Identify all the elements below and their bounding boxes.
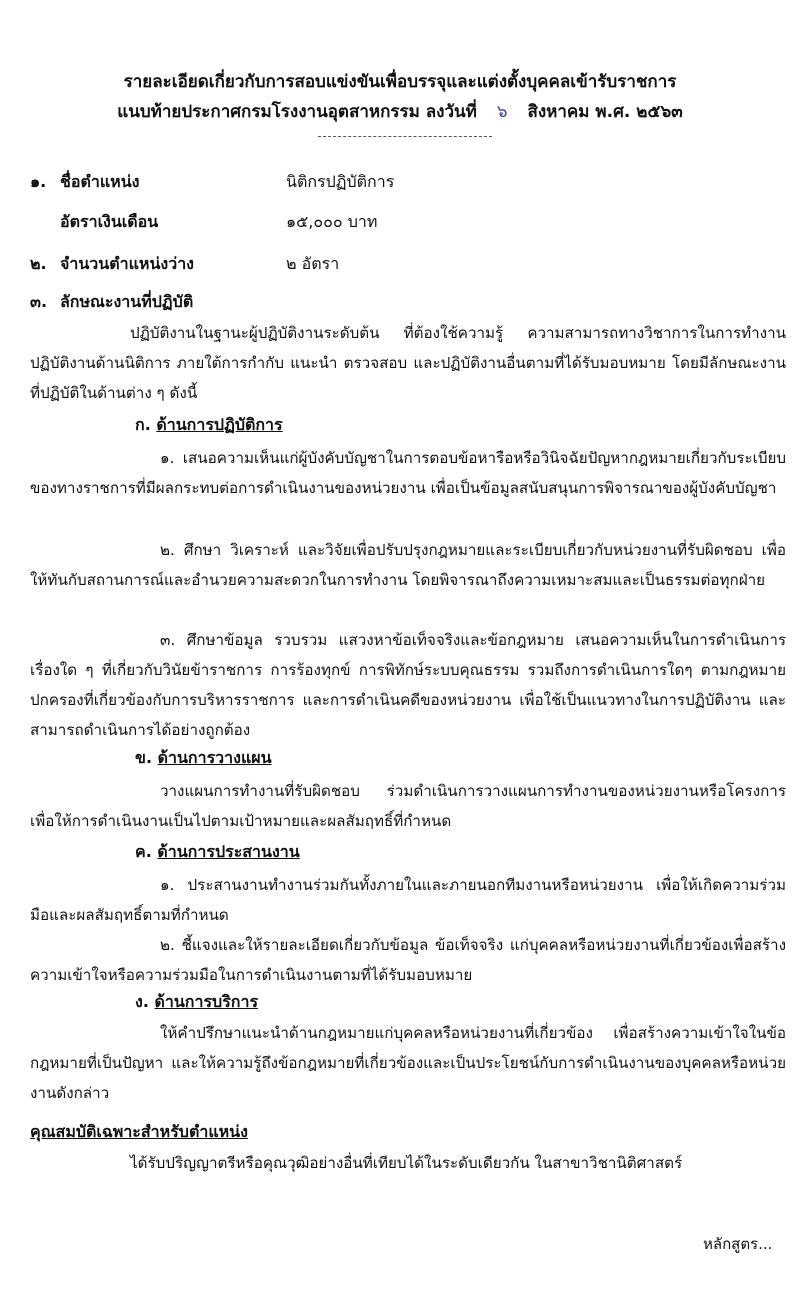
field-1-number: ๑. xyxy=(30,172,47,191)
section-d-title: ด้านการบริการ xyxy=(154,992,259,1011)
section-d-number: ง. xyxy=(135,992,149,1011)
title-suffix: สิงหาคม พ.ศ. ๒๕๖๓ xyxy=(527,102,683,122)
field-salary-value: ๑๕,๐๐๐ บาท xyxy=(286,212,378,231)
section-c-title: ด้านการประสานงาน xyxy=(157,842,300,861)
field-2-number: ๒. xyxy=(30,254,47,273)
title-day: ๖ xyxy=(496,102,508,122)
section-c-item-1: ๑. ประสานงานทำงานร่วมกันทั้งภายในและภายนอกทีมงานหรือหน่วยงาน เพื่อให้เกิดความร่วมมือและผลสัมฤทธิ์ตามที่กำหนด xyxy=(30,876,786,924)
section-d-item-1: ให้คำปรึกษาแนะนำด้านกฎหมายแก่บุคคลหรือหน่วยงานที่เกี่ยวข้อง เพื่อสร้างความเข้าใจในข้อกฎหมายที่เป็นปัญหา และให้ความรู้ถึงข้อกฎหมายที่เกี่ยวข้องและเป็นประโยชน์กับการดำเนินงานของบุคคลหรือหน่วยงานดังกล่าว xyxy=(30,1024,786,1102)
field-position-label: ชื่อตำแหน่ง xyxy=(60,172,140,191)
section-a-title: ด้านการปฏิบัติการ xyxy=(156,415,283,434)
section-a-number: ก. xyxy=(135,415,151,434)
section-a-item-1: ๑. เสนอความเห็นแก่ผู้บังคับบัญชาในการตอบข้อหารือหรือวินิจฉัยปัญหากฎหมายเกี่ยวกับระเบียบของทางราชการที่มีผลกระทบต่อการดำเนินงานของหน่วยงาน เพื่อเป็นข้อมูลสนับสนุนการพิจารณาของผู้บังคับบัญชา xyxy=(30,449,786,497)
section-c-heading xyxy=(135,840,300,865)
field-position-value: นิติกรปฏิบัติการ xyxy=(286,172,395,191)
section-c-item-2: ๒. ชี้แจงและให้รายละเอียดเกี่ยวกับข้อมูล ข้อเท็จจริง แก่บุคคลหรือหน่วยงานที่เกี่ยวข้องเพื่อสร้างความเข้าใจหรือความร่วมมือในการดำเนินงานตามที่ได้รับมอบหมาย xyxy=(30,936,786,984)
section-a-item-3: ๓. ศึกษาข้อมูล รวบรวม แสวงหาข้อเท็จจริงและข้อกฎหมาย เสนอความเห็นในการดำเนินการเรื่องใด ๆ ที่เกี่ยวกับวินัยข้าราชการ การร้องทุกข์ การพิทักษ์ระบบคุณธรรม รวมถึงการดำเนินการใดๆ ตามกฎหมายปกครองที่เกี่ยวข้องกับการบริหารราชการ และการดำเนินคดีของหน่วยงาน เพื่อใช้เป็นแนวทางในการปฏิบัติงาน และสามารถดำเนินการได้อย่างถูกต้อง xyxy=(30,631,786,739)
section-d-heading xyxy=(135,990,258,1015)
title-prefix: แนบท้ายประกาศกรมโรงงานอุตสาหกรรม ลงวันที่ xyxy=(117,102,477,122)
document-title-line-2 xyxy=(0,98,800,125)
section-b-title: ด้านการวางแผน xyxy=(157,748,272,767)
section-c-number: ค. xyxy=(135,842,152,861)
qualification-text: ได้รับปริญญาตรีหรือคุณวุฒิอย่างอื่นที่เทียบได้ในระดับเดียวกัน ในสาขาวิชานิติศาสตร์ xyxy=(130,1154,683,1172)
qualification-heading: คุณสมบัติเฉพาะสำหรับตำแหน่ง xyxy=(30,1122,248,1141)
section-b-item-1: วางแผนการทำงานที่รับผิดชอบ ร่วมดำเนินการวางแผนการทำงานของหน่วยงานหรือโครงการ เพื่อให้การดำเนินงานเป็นไปตามเป้าหมายและผลสัมฤทธิ์ที่กำหนด xyxy=(30,782,786,830)
document-title-line-1: รายละเอียดเกี่ยวกับการสอบแข่งขันเพื่อบรรจุและแต่งตั้งบุคคลเข้ารับราชการ xyxy=(123,72,677,92)
continuation-note: หลักสูตร... xyxy=(703,1235,773,1253)
section-a-item-2: ๒. ศึกษา วิเคราะห์ และวิจัยเพื่อปรับปรุงกฎหมายและระเบียบเกี่ยวกับหน่วยงานที่รับผิดชอบ เพื่อให้ทันกับสถานการณ์และอำนวยความสะดวกในการทำงาน โดยพิจารณาถึงความเหมาะสมและเป็นธรรมต่อทุกฝ่าย xyxy=(30,541,786,589)
field-3-number: ๓. xyxy=(30,292,48,311)
section-a-heading xyxy=(135,413,283,438)
field-salary-label: อัตราเงินเดือน xyxy=(60,212,159,231)
field-duties-label: ลักษณะงานที่ปฏิบัติ xyxy=(60,292,194,311)
section-b-number: ข. xyxy=(135,748,153,767)
field-vacancy-label: จำนวนตำแหน่งว่าง xyxy=(60,254,194,273)
title-divider xyxy=(318,136,492,137)
section-b-heading xyxy=(135,746,272,771)
duties-intro: ปฏิบัติงานในฐานะผู้ปฏิบัติงานระดับต้น ที่ต้องใช้ความรู้ ความสามารถทางวิชาการในการทำงาน ปฏิบัติงานด้านนิติการ ภายใต้การกำกับ แนะนำ ตรวจสอบ และปฏิบัติงานอื่นตามที่ได้รับมอบหมาย โดยมีลักษณะงานที่ปฏิบัติในด้านต่าง ๆ ดังนี้ xyxy=(30,324,786,402)
field-vacancy-value: ๒ อัตรา xyxy=(286,254,340,273)
